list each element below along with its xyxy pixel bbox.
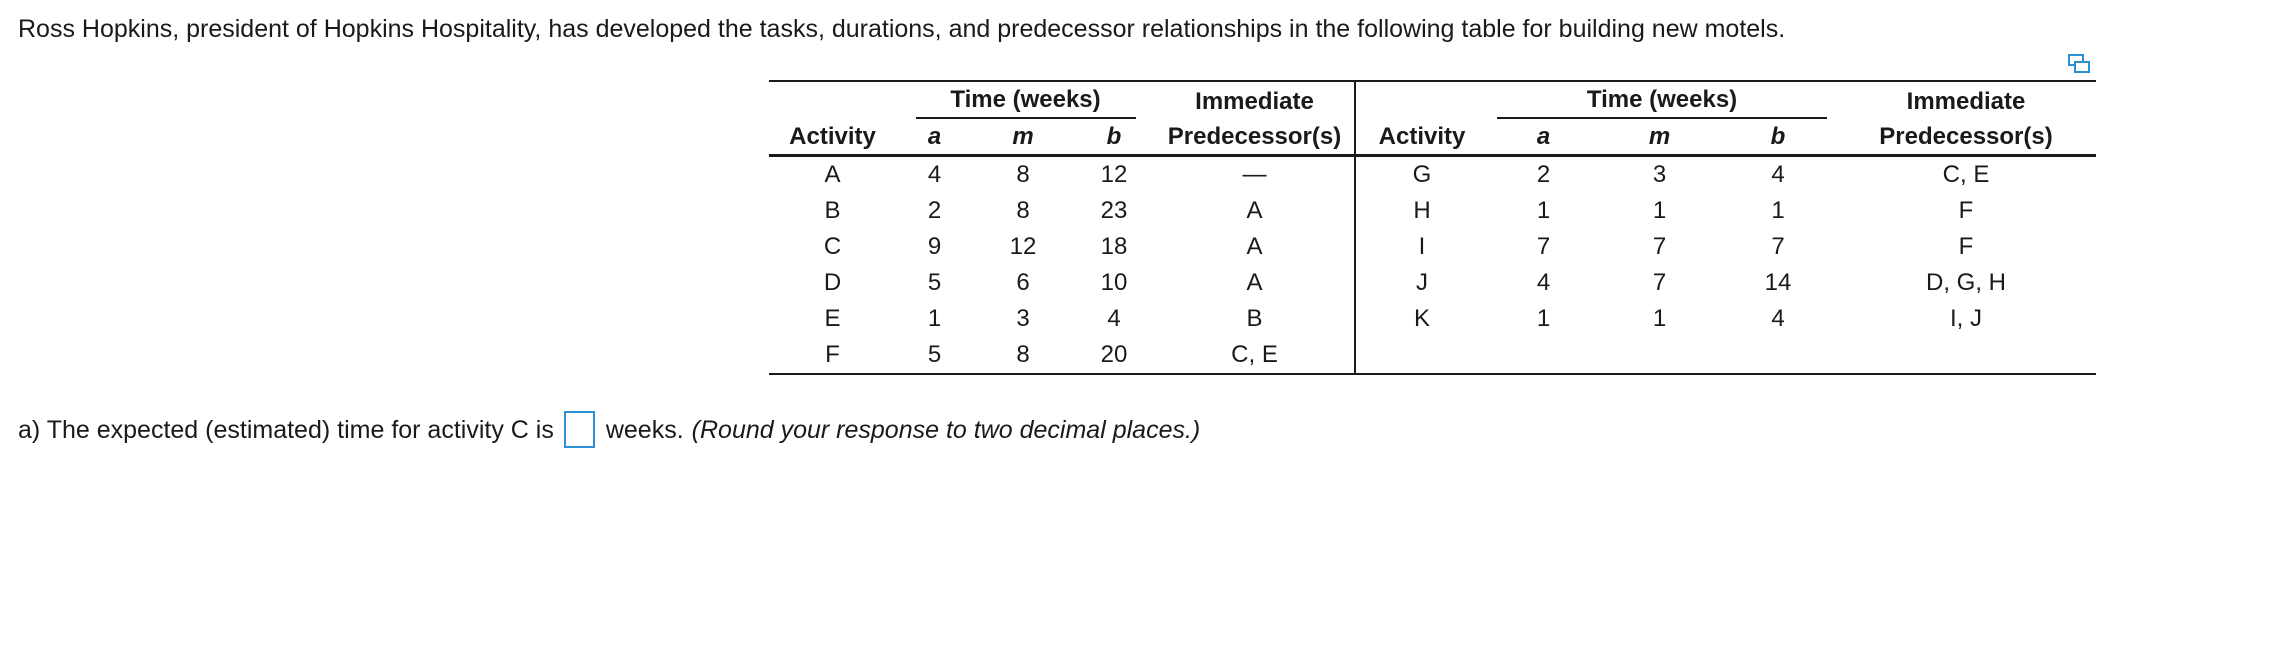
header-m-right: m — [1599, 120, 1720, 156]
header-predecessors-right: Predecessor(s) — [1836, 120, 2096, 156]
cell-m-right: 3 — [1652, 161, 1667, 188]
cell-a-right: 1 — [1536, 305, 1551, 332]
question-prefix: a) The expected (estimated) time for activity C is — [18, 415, 554, 444]
time-group-label: Time (weeks) — [916, 86, 1136, 119]
header-row-top — [769, 81, 2096, 120]
header-immediate: Immediate — [1155, 81, 1355, 120]
header-a-right: a — [1488, 120, 1599, 156]
cell-m-right — [1599, 337, 1720, 374]
cell-activity-right: J — [1355, 265, 1488, 301]
cell-predecessors-right: C, E — [1942, 161, 1990, 188]
header-m: m — [973, 120, 1073, 156]
cell-predecessors-right: D, G, H — [1926, 269, 2007, 296]
cell-a: 5 — [927, 269, 942, 296]
cell-predecessors: — — [1242, 161, 1267, 188]
cell-predecessors: A — [1246, 197, 1263, 224]
cell-b-right: 14 — [1764, 269, 1792, 296]
header-time-group-right — [1488, 81, 1836, 120]
header-row-bottom — [769, 120, 2096, 156]
header-a: a — [896, 120, 973, 156]
table-row — [769, 265, 2096, 301]
cell-b: 20 — [1073, 337, 1155, 374]
cell-predecessors-right: F — [1958, 197, 1974, 224]
header-time-group — [896, 81, 1155, 120]
cell-activity: E — [824, 305, 841, 332]
header-activity-right: Activity — [1355, 120, 1488, 156]
cell-activity-right: I — [1355, 229, 1488, 265]
activity-table-container — [769, 80, 2096, 375]
cell-a: 2 — [927, 197, 942, 224]
cell-a: 9 — [927, 233, 942, 260]
cell-predecessors-right — [1836, 337, 2096, 374]
cell-activity-right: H — [1355, 193, 1488, 229]
header-activity: Activity — [769, 120, 896, 156]
activity-table — [769, 80, 2096, 375]
cell-a-right: 2 — [1536, 161, 1551, 188]
cell-b-right — [1720, 337, 1836, 374]
cell-m: 6 — [1016, 269, 1030, 296]
cell-b: 4 — [1107, 305, 1121, 332]
cell-m-right: 1 — [1652, 305, 1667, 332]
cell-m: 12 — [1009, 233, 1037, 260]
question-suffix: weeks. — [605, 415, 684, 444]
cell-m: 8 — [973, 337, 1073, 374]
table-row — [769, 229, 2096, 265]
cell-activity: A — [824, 161, 841, 188]
cell-activity: C — [823, 233, 842, 260]
table-row — [769, 193, 2096, 229]
cell-a-right: 4 — [1536, 269, 1551, 296]
cell-a-right: 7 — [1536, 233, 1551, 260]
cell-activity: D — [823, 269, 842, 296]
question-a — [18, 411, 1200, 448]
table-row — [769, 301, 2096, 337]
cell-b-right: 1 — [1771, 197, 1785, 224]
cell-m-right: 7 — [1652, 269, 1667, 296]
cell-b: 23 — [1100, 197, 1128, 224]
cell-m-right: 1 — [1652, 197, 1667, 224]
rounding-hint: (Round your response to two decimal places.) — [691, 415, 1201, 444]
cell-predecessors: B — [1246, 305, 1263, 332]
cell-predecessors: A — [1246, 269, 1263, 296]
header-b: b — [1073, 120, 1155, 156]
table-row — [769, 337, 2096, 374]
cell-b-right: 4 — [1771, 305, 1785, 332]
cell-activity-right: G — [1355, 156, 1488, 194]
cell-activity: B — [824, 197, 841, 224]
cell-m-right: 7 — [1652, 233, 1667, 260]
cell-b-right: 7 — [1771, 233, 1785, 260]
header-immediate-right: Immediate — [1836, 81, 2096, 120]
cell-m: 8 — [1016, 197, 1030, 224]
cell-activity: F — [769, 337, 896, 374]
cell-predecessors-right: I, J — [1950, 305, 1983, 332]
cell-a: 1 — [927, 305, 942, 332]
cell-predecessors-right: F — [1958, 233, 1974, 260]
cell-b: 18 — [1100, 233, 1128, 260]
cell-a: 4 — [927, 161, 942, 188]
cell-b: 10 — [1100, 269, 1128, 296]
cell-a-right — [1488, 337, 1599, 374]
header-blank-right — [1355, 81, 1488, 120]
cell-predecessors: C, E — [1155, 337, 1355, 374]
cell-m: 8 — [1016, 161, 1030, 188]
cell-a: 5 — [896, 337, 973, 374]
header-blank — [769, 81, 896, 120]
copy-table-icon[interactable] — [2067, 53, 2091, 75]
time-group-label-right: Time (weeks) — [1497, 86, 1827, 119]
cell-b: 12 — [1100, 161, 1128, 188]
cell-a-right: 1 — [1536, 197, 1551, 224]
table-row — [769, 156, 2096, 194]
cell-m: 3 — [1016, 305, 1030, 332]
cell-predecessors: A — [1246, 233, 1263, 260]
header-b-right: b — [1720, 120, 1836, 156]
cell-activity-right: K — [1355, 301, 1488, 337]
cell-b-right: 4 — [1771, 161, 1785, 188]
cell-activity-right — [1355, 337, 1488, 374]
header-predecessors: Predecessor(s) — [1155, 120, 1355, 156]
problem-intro: Ross Hopkins, president of Hopkins Hospitality, has developed the tasks, durations, and predecessor relationships in the following table for building new motels. — [18, 15, 1786, 43]
expected-time-answer-input[interactable] — [564, 411, 595, 448]
